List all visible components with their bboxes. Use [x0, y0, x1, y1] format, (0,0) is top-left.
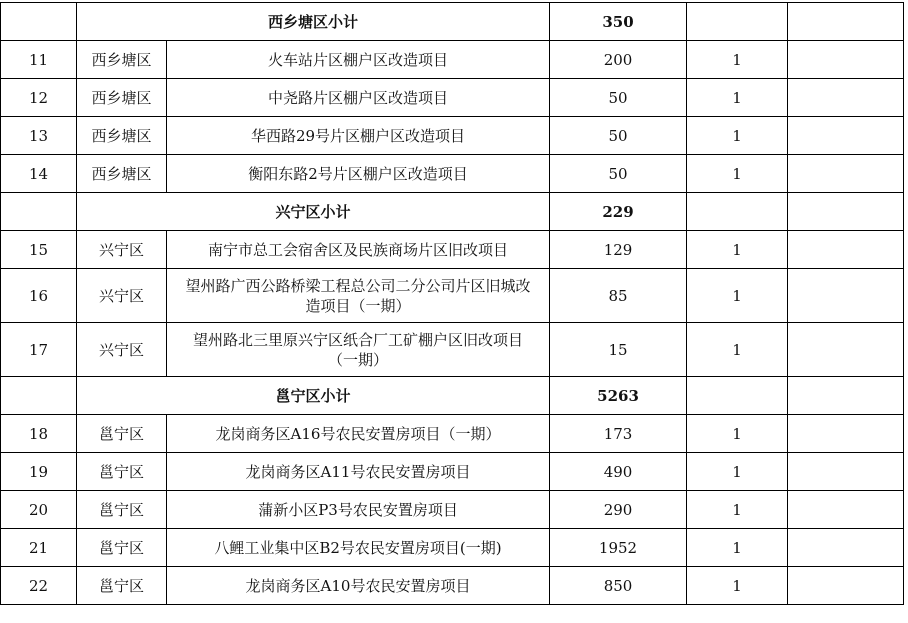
empty-cell [788, 269, 904, 323]
quantity-cell: 1 [687, 269, 788, 323]
empty-cell [687, 3, 788, 41]
count-cell: 50 [550, 155, 687, 193]
subtotal-label: 邕宁区小计 [77, 377, 550, 415]
table-row [1, 41, 904, 79]
quantity-cell: 1 [687, 323, 788, 377]
number-cell: 13 [1, 117, 77, 155]
number-cell: 12 [1, 79, 77, 117]
number-cell: 19 [1, 453, 77, 491]
number-cell [1, 377, 77, 415]
project-cell: 龙岗商务区A16号农民安置房项目（一期） [167, 415, 550, 453]
count-cell: 15 [550, 323, 687, 377]
empty-cell [788, 231, 904, 269]
project-cell: 中尧路片区棚户区改造项目 [167, 79, 550, 117]
number-cell: 15 [1, 231, 77, 269]
count-cell: 129 [550, 231, 687, 269]
project-cell: 龙岗商务区A11号农民安置房项目 [167, 453, 550, 491]
project-cell: 龙岗商务区A10号农民安置房项目 [167, 567, 550, 605]
subtotal-row [1, 3, 904, 41]
empty-cell [788, 415, 904, 453]
quantity-cell: 1 [687, 567, 788, 605]
project-cell: 望州路广西公路桥梁工程总公司二分公司片区旧城改造项目（一期） [167, 269, 550, 323]
count-cell: 85 [550, 269, 687, 323]
count-cell: 290 [550, 491, 687, 529]
number-cell [1, 3, 77, 41]
empty-cell [687, 193, 788, 231]
project-cell: 八鲤工业集中区B2号农民安置房项目(一期) [167, 529, 550, 567]
subtotal-row [1, 377, 904, 415]
number-cell: 18 [1, 415, 77, 453]
district-cell: 西乡塘区 [77, 117, 167, 155]
district-cell: 西乡塘区 [77, 155, 167, 193]
table-row [1, 155, 904, 193]
empty-cell [788, 155, 904, 193]
count-cell: 50 [550, 79, 687, 117]
project-cell: 蒲新小区P3号农民安置房项目 [167, 491, 550, 529]
empty-cell [788, 567, 904, 605]
project-cell: 衡阳东路2号片区棚户区改造项目 [167, 155, 550, 193]
number-cell: 21 [1, 529, 77, 567]
empty-cell [687, 377, 788, 415]
number-cell: 20 [1, 491, 77, 529]
district-cell: 西乡塘区 [77, 41, 167, 79]
table-row [1, 79, 904, 117]
district-cell: 邕宁区 [77, 529, 167, 567]
number-cell: 17 [1, 323, 77, 377]
table-row [1, 269, 904, 323]
district-cell: 兴宁区 [77, 231, 167, 269]
empty-cell [788, 377, 904, 415]
table-row [1, 117, 904, 155]
district-cell: 邕宁区 [77, 567, 167, 605]
subtotal-label: 西乡塘区小计 [77, 3, 550, 41]
district-cell: 西乡塘区 [77, 79, 167, 117]
district-cell: 邕宁区 [77, 415, 167, 453]
number-cell [1, 193, 77, 231]
table-row [1, 323, 904, 377]
empty-cell [788, 193, 904, 231]
empty-cell [788, 79, 904, 117]
quantity-cell: 1 [687, 453, 788, 491]
quantity-cell: 1 [687, 41, 788, 79]
quantity-cell: 1 [687, 231, 788, 269]
empty-cell [788, 323, 904, 377]
project-cell: 华西路29号片区棚户区改造项目 [167, 117, 550, 155]
number-cell: 16 [1, 269, 77, 323]
count-cell: 200 [550, 41, 687, 79]
table-row [1, 231, 904, 269]
empty-cell [788, 529, 904, 567]
district-cell: 兴宁区 [77, 269, 167, 323]
empty-cell [788, 453, 904, 491]
project-cell: 望州路北三里原兴宁区纸合厂工矿棚户区旧改项目（一期） [167, 323, 550, 377]
table-row [1, 567, 904, 605]
subtotal-value: 5263 [550, 377, 687, 415]
district-cell: 邕宁区 [77, 491, 167, 529]
table-row [1, 415, 904, 453]
quantity-cell: 1 [687, 79, 788, 117]
district-cell: 邕宁区 [77, 453, 167, 491]
count-cell: 490 [550, 453, 687, 491]
project-cell: 火车站片区棚户区改造项目 [167, 41, 550, 79]
quantity-cell: 1 [687, 415, 788, 453]
subtotal-value: 350 [550, 3, 687, 41]
quantity-cell: 1 [687, 117, 788, 155]
subtotal-label: 兴宁区小计 [77, 193, 550, 231]
quantity-cell: 1 [687, 155, 788, 193]
count-cell: 850 [550, 567, 687, 605]
subtotal-row [1, 193, 904, 231]
table-row [1, 453, 904, 491]
empty-cell [788, 41, 904, 79]
empty-cell [788, 3, 904, 41]
empty-cell [788, 117, 904, 155]
housing-projects-table [0, 2, 904, 605]
empty-cell [788, 491, 904, 529]
count-cell: 1952 [550, 529, 687, 567]
table-row [1, 529, 904, 567]
count-cell: 173 [550, 415, 687, 453]
number-cell: 22 [1, 567, 77, 605]
quantity-cell: 1 [687, 529, 788, 567]
table-row [1, 491, 904, 529]
number-cell: 14 [1, 155, 77, 193]
project-cell: 南宁市总工会宿舍区及民族商场片区旧改项目 [167, 231, 550, 269]
number-cell: 11 [1, 41, 77, 79]
count-cell: 50 [550, 117, 687, 155]
quantity-cell: 1 [687, 491, 788, 529]
subtotal-value: 229 [550, 193, 687, 231]
district-cell: 兴宁区 [77, 323, 167, 377]
